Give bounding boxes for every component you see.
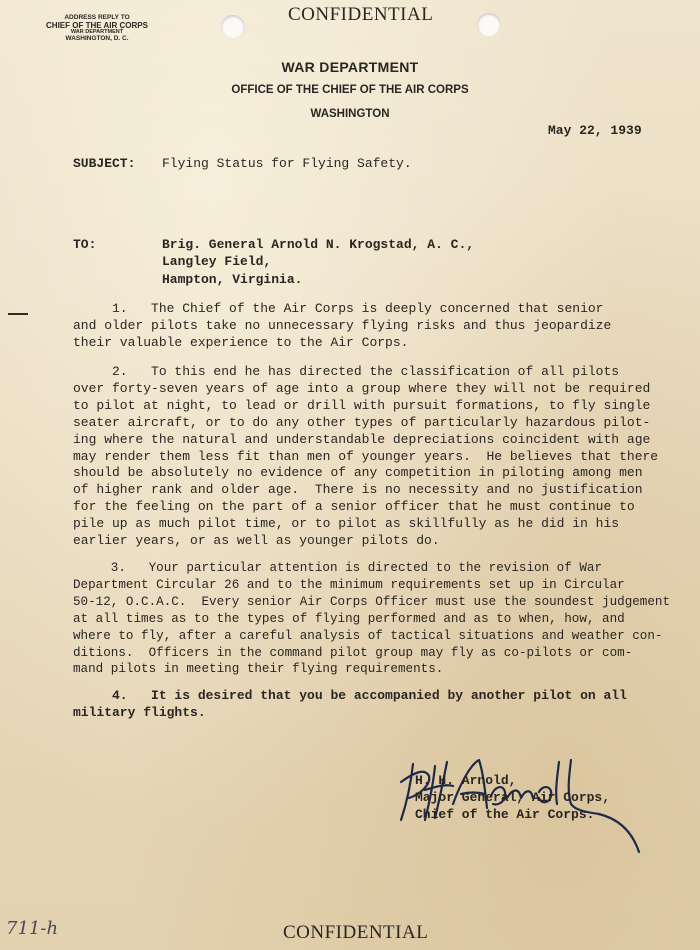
addressee-line: Hampton, Virginia. [162, 272, 303, 287]
paragraph-line: earlier years, or as well as younger pilots do. [73, 533, 440, 549]
paragraph-line: 3. Your particular attention is directed to the revision of War [73, 561, 603, 575]
paragraph-line: should be absolutely no evidence of any competition in piloting among men [73, 465, 643, 481]
classification-top: CONFIDENTIAL [288, 4, 434, 25]
classification-bottom: CONFIDENTIAL [283, 922, 429, 943]
paragraph-line: 1. The Chief of the Air Corps is deeply concerned that senior [73, 301, 604, 316]
paragraph-line: 2. To this end he has directed the classification of all pilots [73, 364, 620, 379]
addressee-line: Brig. General Arnold N. Krogstad, A. C., [162, 237, 475, 252]
paragraph-line: military flights. [73, 704, 206, 720]
signer-name: H. H. Arnold, [415, 773, 517, 788]
margin-mark [8, 313, 28, 315]
paragraph-line: of higher rank and older age. There is no necessity and no justification [73, 482, 643, 498]
paragraph-line: for the feeling on the part of a senior officer that he must continue to [73, 499, 635, 515]
letterhead-city: WASHINGTON [310, 108, 390, 120]
paragraph-4 [73, 688, 627, 722]
subject-text: Flying Status for Flying Safety. [162, 156, 412, 171]
paragraph-line: seater aircraft, or to do any other types of particularly hazardous pilot- [73, 414, 651, 430]
punch-hole-right [477, 13, 501, 37]
paragraph-line: ing where the natural and understandable depreciations coincident with age [73, 431, 651, 447]
return-address [22, 15, 172, 43]
paragraph-line: at all times as to the types of flying performed and as to when, how, and [73, 611, 625, 626]
to-label: TO: [73, 237, 97, 252]
subject-label: SUBJECT: [73, 156, 136, 171]
return-address-line: WASHINGTON, D. C. [65, 34, 129, 42]
letterhead-department: WAR DEPARTMENT [281, 59, 419, 75]
return-address-line: WAR DEPARTMENT [70, 29, 124, 36]
signature-block [415, 772, 610, 823]
paragraph-line: 50-12, O.C.A.C. Every senior Air Corps Officer must use the soundest judgement [73, 594, 671, 609]
paragraph-line: and older pilots take no unnecessary flying risks and thus jeopardize [73, 317, 612, 333]
paragraph-line: ditions. Officers in the command pilot group may fly as co-pilots or com- [73, 645, 633, 660]
paragraph-line: Department Circular 26 and to the minimum requirements set up in Circular [73, 577, 625, 592]
addressee-line: Langley Field, [162, 254, 272, 269]
letter-date: May 22, 1939 [548, 123, 642, 138]
paragraph-line: pile up as much pilot time, or to pilot as skillfully as he did in his [73, 516, 620, 532]
return-address-line: CHIEF OF THE AIR CORPS [46, 20, 148, 30]
return-address-line: ADDRESS REPLY TO [64, 14, 130, 21]
paragraph-line: over forty-seven years of age into a group where they will not be required [73, 380, 651, 396]
paragraph-line: to pilot at night, to lead or drill with pursuit formations, to fly single [73, 397, 651, 413]
paragraph-2 [73, 364, 658, 550]
punch-hole-left [221, 15, 245, 39]
paragraph-line: their valuable experience to the Air Corps. [73, 334, 409, 350]
letterhead-office: OFFICE OF THE CHIEF OF THE AIR CORPS [231, 84, 469, 96]
paragraph-line: may render them less fit than men of younger years. He believes that there [73, 448, 659, 464]
paragraph-line: mand pilots in meeting their flying requirements. [73, 662, 444, 677]
paragraph-1 [73, 301, 611, 352]
paragraph-line: where to fly, after a careful analysis of tactical situations and weather con- [73, 628, 663, 643]
paragraph-line: 4. It is desired that you be accompanied by another pilot on all [73, 688, 627, 703]
paragraph-3 [73, 560, 670, 678]
signer-rank: Major General, Air Corps, [415, 790, 611, 805]
signer-title: Chief of the Air Corps. [415, 807, 595, 822]
file-mark-handwritten: 711-h [6, 918, 59, 939]
